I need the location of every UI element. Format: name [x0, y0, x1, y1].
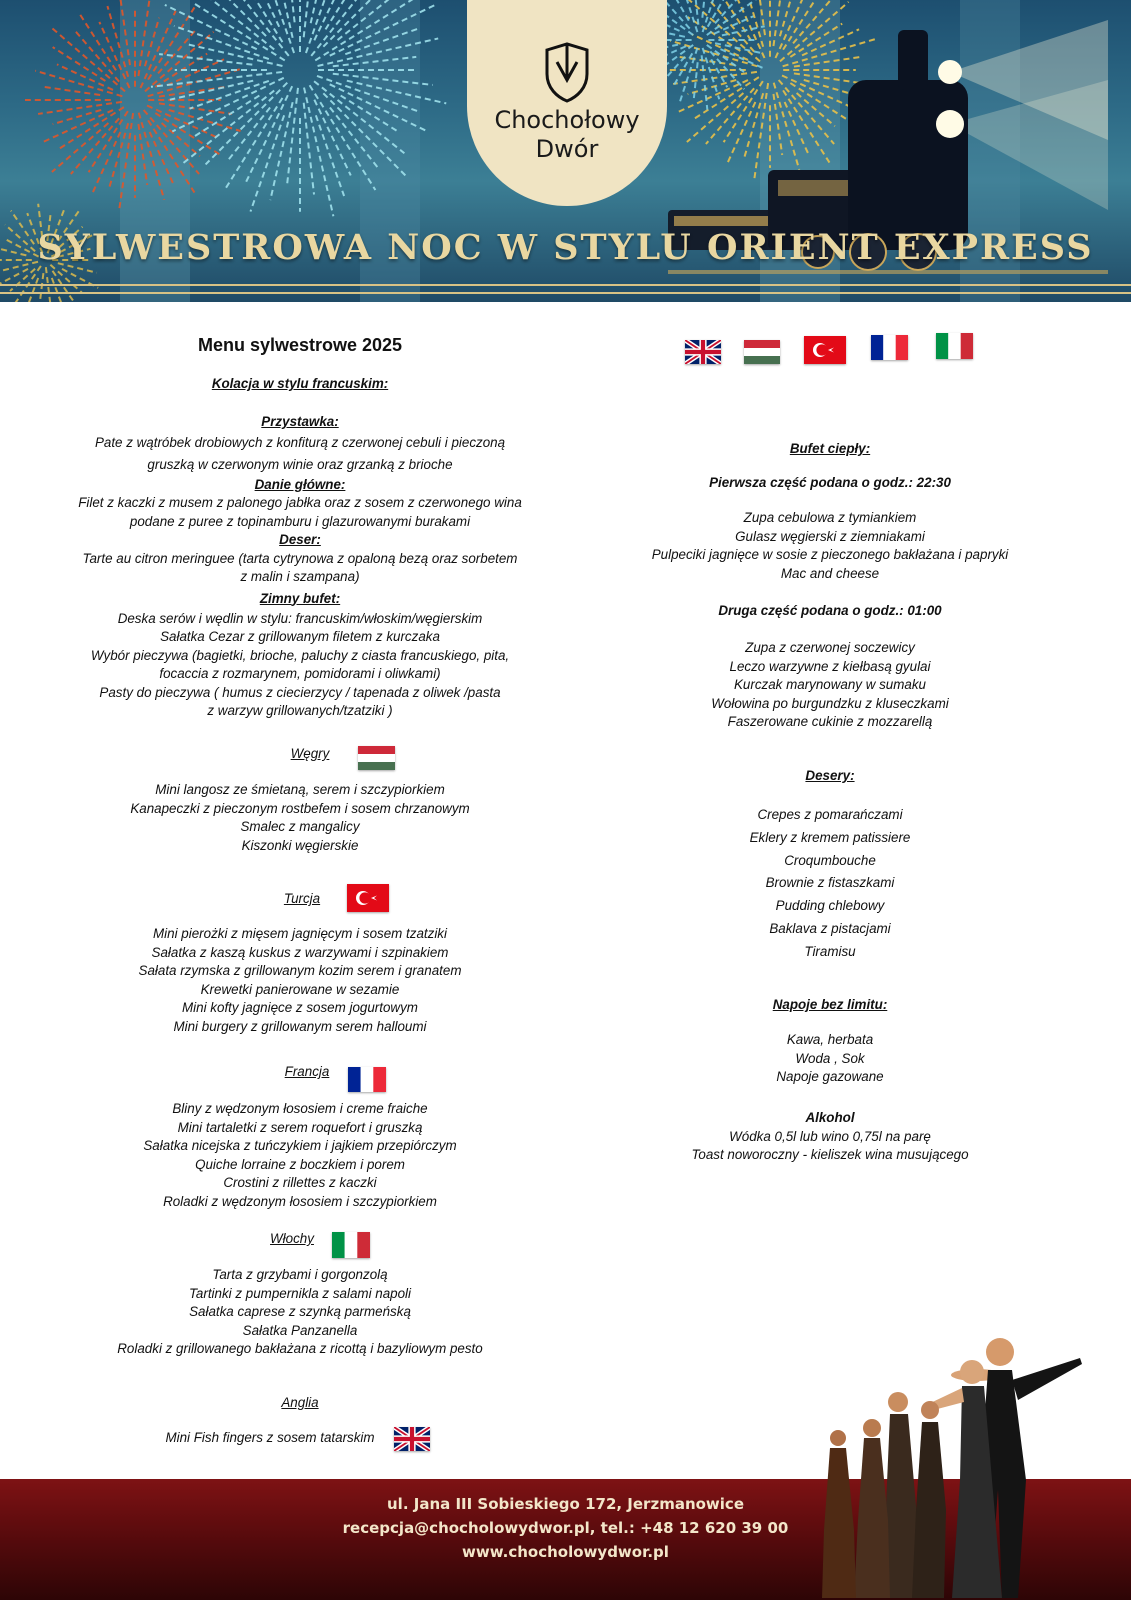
menu-item: Sałata rzymska z grillowanym kozim serem i granatem: [138, 963, 462, 978]
italy-flag-icon: [332, 1232, 370, 1258]
menu-item: Woda , Sok: [795, 1050, 865, 1066]
menu-item: Sałatka Panzanella: [242, 1322, 358, 1338]
menu-item: Sałatka caprese z szynką parmeńską: [189, 1304, 411, 1319]
desserts-section: [600, 767, 1060, 786]
italy-flag-icon: [936, 333, 973, 359]
menu-item: Quiche lorraine z boczkiem i porem: [195, 1156, 405, 1172]
page-title: Menu sylwestrowe 2025: [197, 335, 403, 355]
french-dinner-section: [60, 375, 540, 394]
website-link[interactable]: www.chocholowydwor.pl: [462, 1543, 669, 1561]
menu-item: Leczo warzywne z kiełbasą gyulai: [729, 658, 931, 674]
menu-item: Mini pierożki z mięsem jagnięcym i sosem tzatziki: [153, 926, 447, 941]
section-heading: Pierwsza część podana o godz.: 22:30: [709, 475, 951, 490]
italy-section: [60, 1266, 540, 1359]
menu-item: Wódka 0,5l lub wino 0,75l na parę: [729, 1128, 931, 1144]
menu-item: Croqumbouche: [784, 852, 876, 868]
turkey-flag-icon: [347, 884, 389, 912]
menu-item: podane z puree z topinamburu i glazurowanymi burakami: [129, 513, 471, 529]
france-flag-icon: [348, 1067, 386, 1092]
menu-item: Kurczak marynowany w sumaku: [734, 677, 926, 692]
menu-item: Roladki z wędzonym łososiem i szczypiorkiem: [163, 1193, 437, 1209]
hot-buffet-part1-items: [600, 509, 1060, 583]
menu-item: Wybór pieczywa (bagietki, brioche, paluchy z ciasta francuskiego, pita,: [90, 647, 510, 663]
menu-item: Roladki z grillowanego bakłażana z ricottą i bazyliowym pesto: [117, 1341, 483, 1356]
banner-title: SYLWESTROWA NOC W STYLU ORIENT EXPRESS: [37, 227, 1094, 268]
alcohol-section: [600, 1109, 1060, 1165]
section-heading: Bufet ciepły:: [789, 441, 871, 456]
menu-item: Kiszonki węgierskie: [241, 837, 359, 853]
menu-item: Sałatka z kaszą kuskus z warzywami i szpinakiem: [151, 944, 449, 960]
hungary-flag-icon: [358, 746, 395, 770]
menu-item: Deska serów i wędlin w stylu: francuskim/włoskim/węgierskim: [117, 610, 483, 626]
menu-item: Tartinki z pumpernikla z salami napoli: [188, 1285, 412, 1301]
menu-item: Napoje gazowane: [776, 1069, 884, 1084]
section-heading: Desery:: [805, 768, 855, 783]
menu-item: Zupa z czerwonej soczewicy: [745, 640, 915, 655]
hungary-heading: Węgry: [290, 746, 330, 761]
france-flag-icon: [871, 335, 908, 360]
drinks-section: [600, 996, 1060, 1015]
menu-item: Kawa, herbata: [786, 1032, 874, 1047]
uk-flag-icon: [685, 340, 721, 364]
england-section: [130, 1429, 410, 1448]
desserts-items: [600, 804, 1060, 964]
address: ul. Jana III Sobieskiego 172, Jerzmanowice: [387, 1495, 744, 1513]
header-banner: [0, 0, 1131, 302]
menu-item: Crostini z rillettes z kaczki: [223, 1175, 377, 1190]
menu-item: Toast noworoczny - kieliszek wina musującego: [691, 1147, 969, 1162]
menu-item: Tarte au citron meringuee (tarta cytrynowa z opaloną bezą oraz sorbetem: [82, 550, 518, 566]
logo: [467, 0, 667, 206]
menu-item: Zupa cebulowa z tymiankiem: [743, 510, 917, 525]
menu-item: Sałatka Cezar z grillowanym filetem z kurczaka: [160, 629, 440, 644]
drinks-items: [600, 1031, 1060, 1087]
menu-item: Baklava z pistacjami: [769, 920, 891, 936]
menu-item: Sałatka nicejska z tuńczykiem i jajkiem przepiórczym: [143, 1138, 457, 1153]
menu-item: Mini kofty jagnięce z sosem jogurtowym: [182, 1000, 418, 1015]
contact-line[interactable]: recepcja@chocholowydwor.pl, tel.: +48 12 620 39 00: [342, 1519, 789, 1537]
menu-item: gruszką w czerwonym winie oraz grzanką z brioche: [147, 456, 453, 472]
hot-buffet-part2-items: [600, 639, 1060, 732]
menu-item: Pudding chlebowy: [775, 898, 885, 914]
section-heading: Kolacja w stylu francuskim:: [211, 376, 389, 391]
menu-item: Filet z kaczki z musem z palonego jabłka oraz z sosem z czerwonego wina: [78, 495, 522, 510]
turkey-flag-icon: [804, 336, 846, 364]
menu-item: z warzyw grillowanych/tzatziki ): [207, 703, 393, 718]
starter-section: [60, 413, 540, 721]
menu-item: Pulpeciki jagnięce w sosie z pieczonego bakłażana i papryki: [651, 547, 1009, 562]
hot-buffet-part2: [600, 602, 1060, 621]
menu-item: Mini burgery z grillowanym serem halloumi: [173, 1018, 427, 1034]
section-heading: Zimny bufet:: [259, 590, 341, 606]
hot-buffet-part1: [600, 474, 1060, 493]
menu-item: Kanapeczki z pieczonym rostbefem i sosem chrzanowym: [130, 800, 470, 816]
menu-item: Tarta z grzybami i gorgonzolą: [212, 1267, 388, 1282]
menu-item: Crepes z pomarańczami: [757, 807, 903, 822]
turkey-heading: Turcja: [283, 891, 321, 906]
italy-heading: Włochy: [270, 1231, 314, 1246]
shield-icon: [535, 40, 599, 104]
england-heading: Anglia: [281, 1395, 319, 1410]
brand-name-line2: Dwór: [535, 135, 599, 163]
divider: [0, 292, 1131, 294]
menu-item: Eklery z kremem patissiere: [749, 829, 911, 845]
section-heading: Danie główne:: [254, 476, 346, 492]
menu-item: Brownie z fistaszkami: [765, 875, 895, 891]
menu-item: Krewetki panierowane w sezamie: [200, 981, 400, 997]
dancers-illustration: [812, 1330, 1112, 1600]
section-heading: Przystawka:: [261, 414, 339, 429]
divider: [0, 284, 1131, 286]
section-heading: Druga część podana o godz.: 01:00: [718, 603, 942, 618]
section-heading: Alkohol: [805, 1110, 855, 1125]
menu-item: Pasty do pieczywa ( humus z ciecierzycy / tapenada z oliwek /pasta: [99, 684, 501, 700]
menu-item: Pate z wątróbek drobiowych z konfiturą z czerwonej cebuli i pieczoną: [94, 434, 506, 450]
menu-item: Tiramisu: [804, 943, 856, 959]
menu-item: Mini langosz ze śmietaną, serem i szczypiorkiem: [155, 782, 445, 797]
hungary-flag-icon: [744, 340, 780, 364]
menu-item: Mini Fish fingers z sosem tatarskim: [165, 1430, 375, 1445]
france-heading: Francja: [284, 1064, 330, 1079]
section-heading: Napoje bez limitu:: [772, 997, 888, 1012]
menu-item: Mini tartaletki z serem roquefort i gruszką: [177, 1119, 423, 1135]
menu-item: Bliny z wędzonym łososiem i creme fraiche: [172, 1101, 428, 1116]
uk-flag-icon: [394, 1427, 430, 1451]
turkey-section: [60, 925, 540, 1036]
hungary-section: [60, 781, 540, 855]
menu-item: Smalec z mangalicy: [240, 819, 360, 834]
france-section: [60, 1100, 540, 1211]
section-heading: Deser:: [279, 532, 321, 547]
menu-item: focaccia z rozmarynem, pomidorami i oliwkami): [159, 666, 441, 681]
menu-item: Wołowina po burgundzku z kluseczkami: [711, 695, 949, 711]
hot-buffet-section: [600, 440, 1060, 459]
menu-item: Faszerowane cukinie z mozzarellą: [727, 714, 933, 729]
menu-item: Mac and cheese: [780, 565, 880, 581]
menu-item: z malin i szampana): [240, 569, 360, 584]
brand-name-line1: Chochołowy: [494, 106, 640, 134]
menu-item: Gulasz węgierski z ziemniakami: [735, 528, 925, 544]
